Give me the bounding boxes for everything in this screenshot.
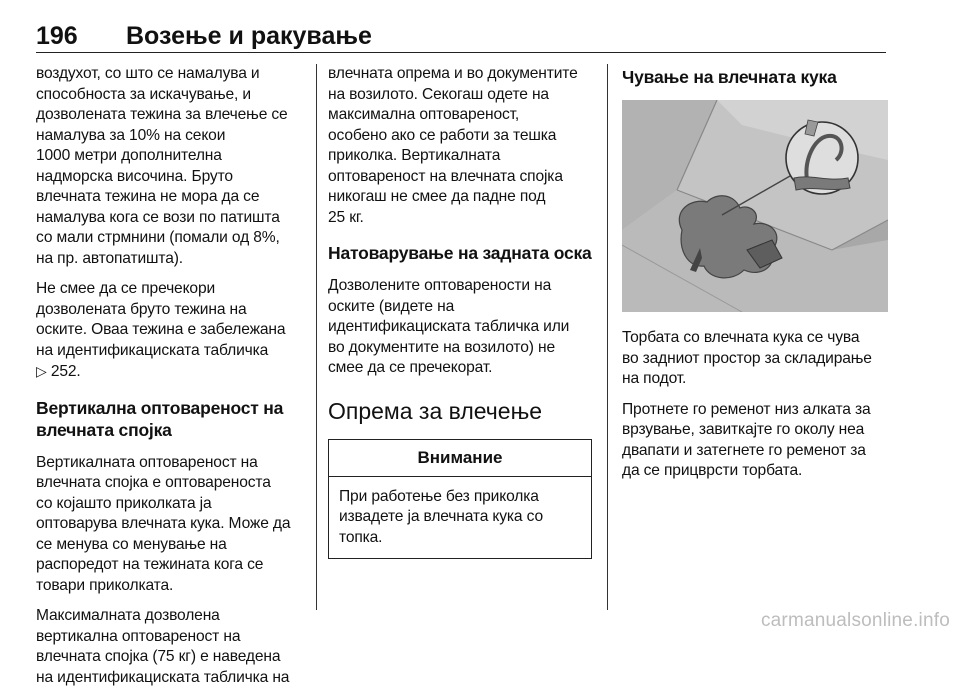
page-ref-arrow-icon: ▷: [36, 363, 47, 379]
paragraph-altitude: воздухот, со што се намалува и способноста за искачување, и дозволената тежина за влечење се намалува за 10% на секои 1000 метри дополнителна надморска височина. Бруто влечната тежина не мора да се намалува кога се вози по патишта со мали стрмнини (помали од 8%, на пр. автопатишта).: [36, 65, 288, 267]
page-ref-link[interactable]: ▷ 252.: [36, 363, 81, 380]
column-divider-1: [316, 64, 317, 610]
warning-title: Внимание: [329, 440, 591, 477]
watermark: carmanualsonline.info: [760, 610, 950, 631]
column-1: [36, 64, 304, 698]
heading-towing-equipment: Опрема за влечење: [328, 397, 543, 424]
column-2: [328, 64, 594, 559]
paragraph-axle-weight: Не смее да се пречекори дозволената бруто тежина на оските. Оваа тежина е забележана на идентификациската табличка ▷ 252.: [36, 280, 286, 380]
heading-rear-axle: Натоварување на задната оска: [328, 243, 592, 263]
page-header: [36, 22, 886, 53]
paragraph-strap-instructions: Протнете го ременот низ алката за врзување, завиткајте го околу неа двапати и затегнете го ременот за да се прицврсти торбата.: [622, 400, 871, 479]
column-3: [622, 64, 888, 492]
storage-illustration: [622, 100, 888, 312]
warning-box: [328, 439, 592, 560]
paragraph-storage-location: Торбата со влечната кука се чува во задниот простор за складирање на подот.: [622, 329, 872, 387]
heading-storage: Чување на влечната кука: [622, 67, 837, 87]
paragraph-min-vertical-load: влечната опрема и во документите на возилото. Секогаш одете на максимална оптовареност, особено ако се работи за тешка приколка. Вертикалната оптовареност на влечната спојка никогаш не смее да падне под 25 кг.: [328, 65, 578, 226]
paragraph-rear-axle: Дозволените оптоварености на оските (видете на идентификациската табличка или во документите на возилото) не смее да се пречекорат.: [328, 277, 570, 376]
warning-body: При работење без приколка извадете ја влечната кука со топка.: [339, 487, 543, 546]
page-title: Возење и ракување: [126, 22, 372, 50]
trunk-drawing: [622, 100, 888, 312]
paragraph-vertical-load: Вертикалната оптовареност на влечната спојка е оптовареноста со којашто приколката ја оптоварува влечната кука. Може да се менува со менување на распоредот на тежината кога се товари приколката.: [36, 453, 291, 594]
column-divider-2: [607, 64, 608, 610]
heading-vertical-load: Вертикална оптовареност на влечната спојка: [36, 397, 284, 440]
paragraph-max-vertical-load: Максималната дозволена вертикална оптовареност на влечната спојка (75 кг) е наведена на идентификациската табличка на: [36, 607, 290, 686]
page-number: 196: [36, 22, 78, 50]
